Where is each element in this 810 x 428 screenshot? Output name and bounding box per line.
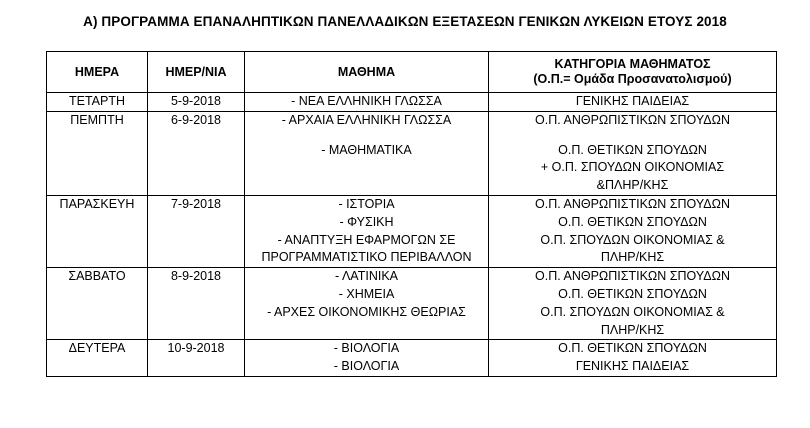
category-item: Ο.Π. ΘΕΤΙΚΩΝ ΣΠΟΥΔΩΝ (558, 341, 707, 356)
cell-date: 5-9-2018 (148, 93, 245, 112)
subject-item: - ΧΗΜΕΙΑ (338, 286, 395, 301)
category-item: ΓΕΝΙΚΗΣ ΠΑΙΔΕΙΑΣ (575, 94, 690, 108)
cell-date: 8-9-2018 (148, 268, 245, 340)
subject-item: - ΜΑΘΗΜΑΤΙΚΑ (321, 142, 412, 157)
subject-item: - ΒΙΟΛΟΓΙΑ (333, 359, 400, 374)
subject-item: - ΦΥΣΙΚΗ (339, 214, 394, 229)
table-row (47, 111, 777, 195)
header-date: ΗΜΕΡ/ΝΙΑ (148, 52, 245, 93)
table-row (47, 340, 777, 377)
cell-day: ΤΕΤΑΡΤΗ (47, 93, 148, 112)
category-item: Ο.Π. ΘΕΤΙΚΩΝ ΣΠΟΥΔΩΝ (558, 214, 707, 229)
cell-category (489, 340, 777, 377)
category-item: Ο.Π. ΑΝΘΡΩΠΙΣΤΙΚΩΝ ΣΠΟΥΔΩΝ (535, 196, 730, 211)
cell-category (489, 268, 777, 340)
header-day: ΗΜΕΡΑ (47, 52, 148, 93)
category-item: Ο.Π. ΑΝΘΡΩΠΙΣΤΙΚΩΝ ΣΠΟΥΔΩΝ (535, 269, 730, 284)
category-item: Ο.Π. ΘΕΤΙΚΩΝ ΣΠΟΥΔΩΝ (558, 286, 707, 301)
table-row (47, 268, 777, 340)
category-item: ΠΛΗΡ/ΚΗΣ (600, 250, 665, 265)
subject-item: - ΝΕΑ ΕΛΛΗΝΙΚΗ ΓΛΩΣΣΑ (291, 94, 442, 108)
exam-schedule-table (46, 51, 777, 377)
document-title: Α) ΠΡΟΓΡΑΜΜΑ ΕΠΑΝΑΛΗΠΤΙΚΩΝ ΠΑΝΕΛΛΑΔΙΚΩΝ ΕΞΕΤΑΣΕΩΝ ΓΕΝΙΚΩΝ ΛΥΚΕΙΩΝ ΕΤΟΥΣ 2018 (83, 14, 727, 29)
header-category (489, 52, 777, 93)
table-row (47, 93, 777, 112)
subject-item: - ΑΡΧΑΙΑ ΕΛΛΗΝΙΚΗ ΓΛΩΣΣΑ (281, 112, 452, 127)
cell-subject (245, 93, 489, 112)
cell-subject (245, 195, 489, 267)
category-item: Ο.Π. ΘΕΤΙΚΩΝ ΣΠΟΥΔΩΝ (558, 142, 707, 157)
cell-subject (245, 268, 489, 340)
cell-date: 7-9-2018 (148, 195, 245, 267)
subject-item: - ΙΣΤΟΡΙΑ (338, 196, 395, 211)
category-item: Ο.Π. ΣΠΟΥΔΩΝ ΟΙΚΟΝΟΜΙΑΣ & (540, 304, 725, 319)
header-subject: ΜΑΘΗΜΑ (245, 52, 489, 93)
cell-day: ΠΕΜΠΤΗ (47, 111, 148, 195)
subject-item: - ΒΙΟΛΟΓΙΑ (333, 341, 400, 356)
cell-day: ΠΑΡΑΣΚΕΥΗ (47, 195, 148, 267)
cell-day: ΣΑΒΒΑΤΟ (47, 268, 148, 340)
cell-category (489, 93, 777, 112)
category-item: Ο.Π. ΣΠΟΥΔΩΝ ΟΙΚΟΝΟΜΙΑΣ & (540, 232, 725, 247)
cell-category (489, 111, 777, 195)
cell-day: ΔΕΥΤΕΡΑ (47, 340, 148, 377)
category-item: &ΠΛΗΡ/ΚΗΣ (596, 178, 669, 193)
header-category-line2: (Ο.Π.= Ομάδα Προσανατολισμού) (533, 72, 732, 86)
cell-subject (245, 111, 489, 195)
category-item: Ο.Π. ΑΝΘΡΩΠΙΣΤΙΚΩΝ ΣΠΟΥΔΩΝ (535, 112, 730, 127)
cell-date: 10-9-2018 (148, 340, 245, 377)
subject-item: ΠΡΟΓΡΑΜΜΑΤΙΣΤΙΚΟ ΠΕΡΙΒΑΛΛΟΝ (261, 250, 472, 265)
subject-item: - ΛΑΤΙΝΙΚΑ (335, 269, 398, 284)
table-row (47, 195, 777, 267)
header-category-line1: ΚΑΤΗΓΟΡΙΑ ΜΑΘΗΜΑΤΟΣ (554, 57, 711, 71)
cell-date: 6-9-2018 (148, 111, 245, 195)
header-row (47, 52, 777, 93)
category-item: ΓΕΝΙΚΗΣ ΠΑΙΔΕΙΑΣ (575, 359, 690, 374)
subject-item: - ΑΡΧΕΣ ΟΙΚΟΝΟΜΙΚΗΣ ΘΕΩΡΙΑΣ (267, 304, 466, 319)
category-item: + Ο.Π. ΣΠΟΥΔΩΝ ΟΙΚΟΝΟΜΙΑΣ (540, 160, 725, 175)
cell-subject (245, 340, 489, 377)
subject-item: - ΑΝΑΠΤΥΞΗ ΕΦΑΡΜΟΓΩΝ ΣΕ (277, 232, 456, 247)
cell-category (489, 195, 777, 267)
category-item: ΠΛΗΡ/ΚΗΣ (600, 322, 665, 337)
